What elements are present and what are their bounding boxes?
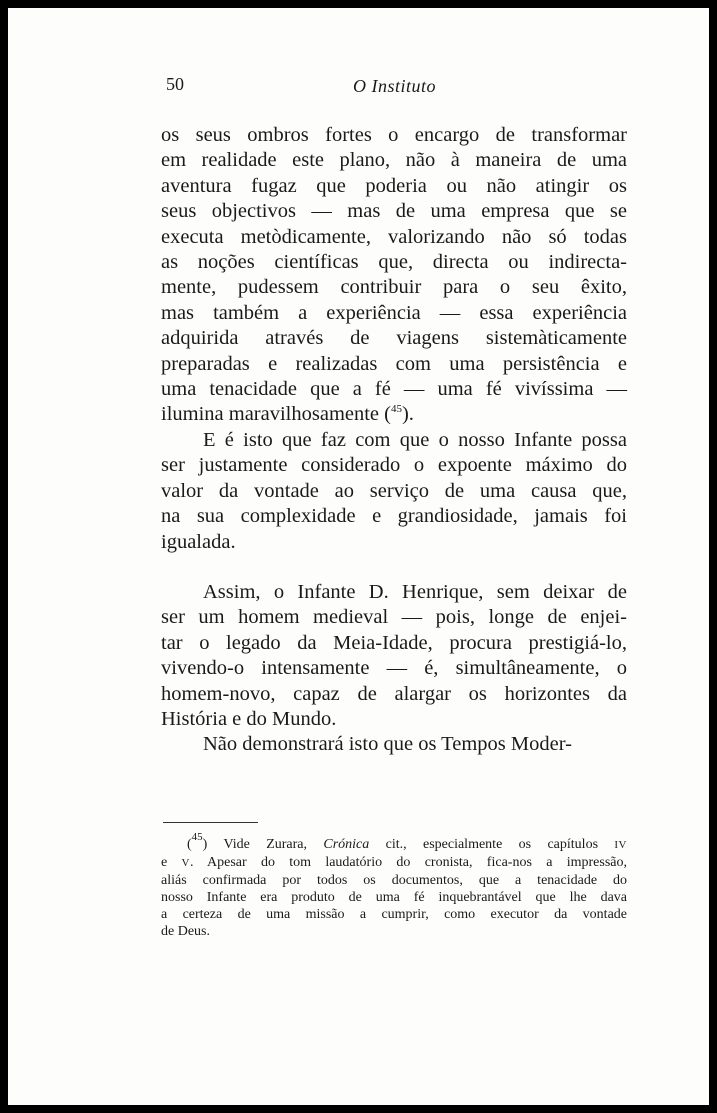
chapter-numeral: IV — [614, 839, 627, 851]
text-line: na sua complexidade e grandiosidade, jamais foi — [161, 505, 627, 528]
work-title: Crónica — [323, 837, 370, 852]
text-line: adquirida através de viagens sistemàticamente — [161, 327, 627, 350]
footnote-fragment: cit., especialmente os capítulos — [369, 837, 615, 852]
text-line: preparadas e realizadas com uma persistência e — [161, 352, 627, 375]
text-line: mas também a experiência — essa experiência — [161, 301, 627, 324]
text-line: ser um homem medieval — pois, longe de enjei- — [161, 606, 627, 629]
footnote-line: ($^{45}$) Vide Zurara, Crónica cit., especialmente os capítulos IV — [187, 831, 627, 852]
text-line: tar o legado da Meia-Idade, procura prestigiá-lo, — [161, 631, 627, 654]
text-line: uma tenacidade que a fé — uma fé vivíssima — — [161, 378, 627, 401]
text-line: ser justamente considerado o expoente máximo do — [161, 454, 627, 477]
page-header — [8, 74, 709, 104]
text-line: Não demonstrará isto que os Tempos Moder- — [203, 733, 572, 756]
text-line: E é isto que faz com que o nosso Infante possa — [203, 428, 627, 451]
footnote-fragment: . Apesar do tom laudatório do cronista, fica-nos a impressão, — [189, 855, 627, 870]
text-line: vivendo-o intensamente — é, simultâneamente, o — [161, 657, 627, 680]
text-line: homem-novo, capaz de alargar os horizontes da — [161, 682, 627, 705]
paragraph-1 — [161, 123, 627, 428]
running-title: O Instituto — [353, 76, 437, 96]
footnote-line: nosso Infante era produto de uma fé inquebrantável que lhe dava — [161, 890, 627, 905]
page-number: 50 — [166, 74, 184, 94]
text-line: aventura fugaz que poderia ou não atingir os — [161, 174, 627, 197]
footnote — [161, 831, 627, 940]
text-line: em realidade este plano, não à maneira de uma — [161, 149, 627, 172]
footnote-fragment: Vide Zurara, — [223, 837, 324, 852]
text-line: executa metòdicamente, valorizando não só todas — [161, 225, 627, 248]
footnote-reference: 45 — [390, 403, 402, 416]
footnote-line: a certeza de uma missão a cumprir, como executor da vontade — [161, 907, 627, 922]
text-line: mente, pudessem contribuir para o seu êxito, — [161, 276, 627, 299]
body-text — [161, 123, 627, 758]
footnote-line — [161, 854, 627, 872]
text-line: os seus ombros fortes o encargo de transformar — [161, 124, 627, 146]
text-fragment: ilumina maravilhosamente ( — [161, 403, 391, 426]
footnote-line: aliás confirmada por todos os documentos, que a tenacidade do — [161, 873, 627, 888]
text-fragment: ). — [401, 403, 414, 426]
footnote-marker: 45 — [191, 831, 203, 843]
text-line: seus objectivos — mas de uma empresa que se — [161, 200, 627, 223]
footnote-fragment: e — [161, 855, 182, 870]
paragraph-3 — [161, 580, 627, 732]
text-line: valor da vontade ao serviço de uma causa que, — [161, 479, 627, 502]
text-line — [161, 402, 627, 427]
text-line: Assim, o Infante D. Henrique, sem deixar de — [203, 580, 627, 603]
text-line: igualada. — [161, 530, 236, 553]
book-page — [8, 8, 709, 1105]
paragraph-2 — [161, 428, 627, 555]
section-gap — [161, 555, 627, 580]
paragraph-4 — [161, 732, 627, 757]
text-line: História e do Mundo. — [161, 707, 337, 730]
text-line: as noções científicas que, directa ou indirecta- — [161, 251, 627, 274]
chapter-numeral: V — [181, 857, 190, 869]
footnote-line: de Deus. — [161, 924, 210, 939]
footnote-divider — [163, 822, 258, 823]
